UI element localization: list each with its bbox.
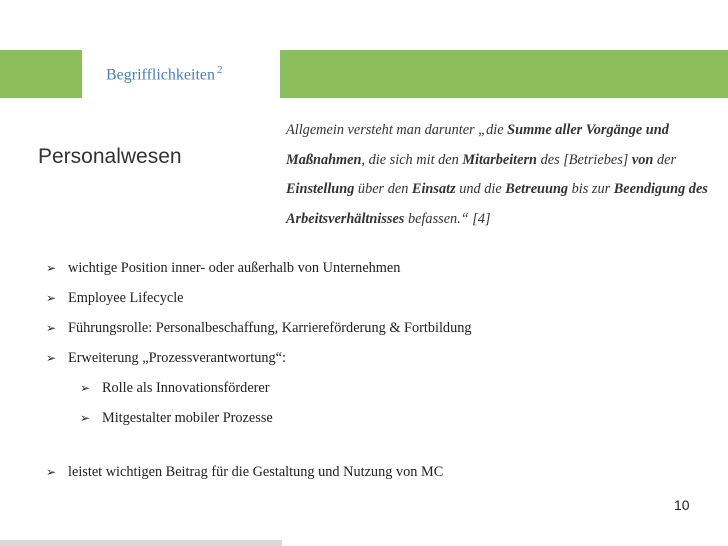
list-item <box>46 283 472 313</box>
slide-title <box>106 64 223 84</box>
definition-text: und die <box>455 181 506 197</box>
arrow-bullet-icon: ➢ <box>80 411 91 425</box>
list-item-text: Employee Lifecycle <box>68 290 184 306</box>
list-item-text: Mitgestalter mobiler Prozesse <box>102 410 273 426</box>
list-item-text: wichtige Position inner- oder außerhalb von Unternehmen <box>68 260 401 276</box>
list-item <box>46 253 472 283</box>
list-item-text: Erweiterung „Prozessverantwortung“: <box>68 350 286 366</box>
list-item <box>46 313 472 343</box>
arrow-bullet-icon: ➢ <box>46 321 57 335</box>
list-item-text: leistet wichtigen Beitrag für die Gestaltung und Nutzung von MC <box>68 464 444 480</box>
definition-emphasis: Beendigung des Arbeitsverhältnisses <box>286 181 708 227</box>
list-item <box>46 403 472 433</box>
definition-emphasis: Mitarbeitern <box>462 151 538 168</box>
definition-quote <box>286 116 716 234</box>
definition-text: , die sich mit den <box>361 151 463 168</box>
definition-emphasis: Betreuung <box>505 181 569 197</box>
slide-title-text: Begrifflichkeiten <box>106 66 215 84</box>
page-number: 10 <box>674 497 690 513</box>
definition-emphasis: von <box>631 151 654 168</box>
definition-emphasis: Einstellung <box>286 181 355 197</box>
bullet-list <box>46 253 472 487</box>
list-item <box>46 343 472 373</box>
list-item-text: Rolle als Innovationsförderer <box>102 380 270 396</box>
definition-text: der <box>653 151 677 168</box>
list-item <box>46 373 472 403</box>
definition-text: bis zur <box>568 181 614 197</box>
header-accent-bar-right <box>280 50 728 98</box>
definition-text: Allgemein versteht man darunter „die <box>286 122 508 138</box>
arrow-bullet-icon: ➢ <box>46 351 57 365</box>
arrow-bullet-icon: ➢ <box>46 261 57 275</box>
definition-emphasis: Summe aller Vorgänge und Maßnahmen <box>286 122 669 168</box>
header-accent-bar-left <box>0 50 82 98</box>
definition-emphasis: Einsatz <box>411 181 456 197</box>
list-item <box>46 457 472 487</box>
arrow-bullet-icon: ➢ <box>46 465 57 479</box>
footer-line <box>0 540 282 546</box>
arrow-bullet-icon: ➢ <box>46 291 57 305</box>
term-heading: Personalwesen <box>38 145 182 168</box>
definition-text: befassen.“ [4] <box>404 210 491 227</box>
definition-text: des [Betriebes] <box>537 151 632 168</box>
definition-text: über den <box>354 181 412 197</box>
list-item-text: Führungsrolle: Personalbeschaffung, Karriereförderung & Fortbildung <box>68 320 472 336</box>
slide-title-superscript: 2 <box>217 64 223 76</box>
arrow-bullet-icon: ➢ <box>80 381 91 395</box>
